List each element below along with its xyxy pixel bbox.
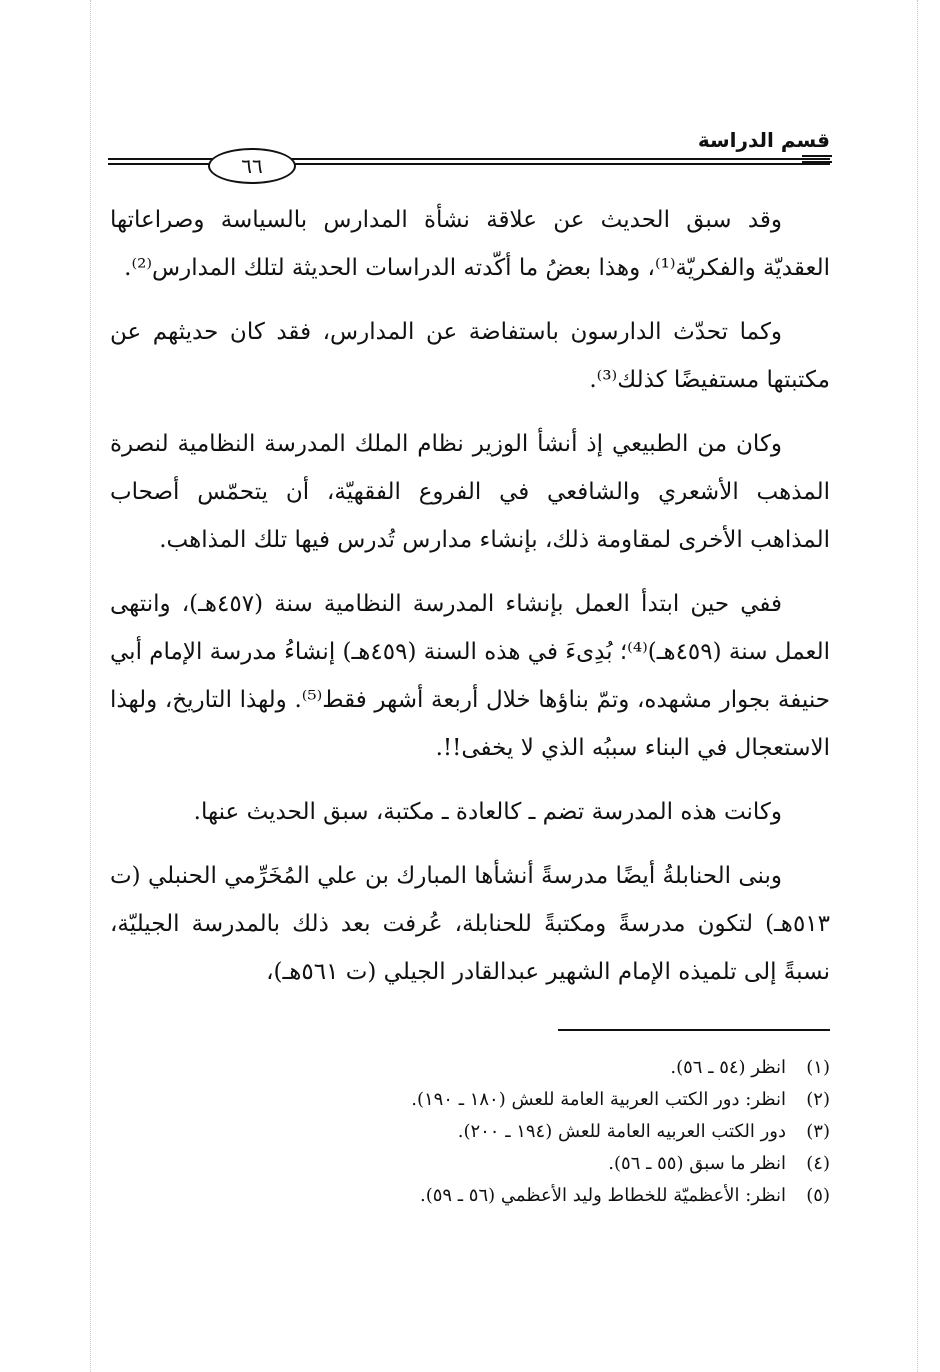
footnote xyxy=(180,1116,830,1148)
footnote xyxy=(180,1180,830,1212)
section-title: قسم الدراسة xyxy=(697,128,830,152)
footnote xyxy=(180,1052,830,1084)
footnote-text: دور الكتب العربيه العامة للعش (١٩٤ ـ ٢٠٠). xyxy=(457,1121,786,1142)
footnote xyxy=(180,1148,830,1180)
footnote-number: (٥) xyxy=(806,1185,830,1206)
scan-edge-left xyxy=(90,0,91,1372)
page-header xyxy=(108,128,830,188)
main-text xyxy=(110,196,830,1012)
footnote xyxy=(180,1084,830,1116)
paragraph: ففي حين ابتدأ العمل بإنشاء المدرسة النظامية سنة (٤٥٧هـ)، وانتهى العمل سنة (٤٥٩هـ)⁽⁴⁾؛ بُدِىءَ في هذه السنة (٤٥٩هـ) إنشاءُ مدرسة الإمام أبي حنيفة بجوار مشهده، وتمّ بناؤها خلال أربعة أشهر فقط⁽⁵⁾. ولهذا التاريخ، ولهذا الاستعجال في البناء سببُه الذي لا يخفى!!. xyxy=(110,591,830,761)
footnotes xyxy=(180,1052,830,1212)
paragraph: وكانت هذه المدرسة تضم ـ كالعادة ـ مكتبة، سبق الحديث عنها. xyxy=(193,799,782,825)
footnote-number: (١) xyxy=(806,1057,830,1078)
page-number: ٦٦ xyxy=(208,148,296,184)
footnote-number: (٢) xyxy=(806,1089,830,1110)
footnote-number: (٤) xyxy=(806,1153,830,1174)
footnote-separator xyxy=(558,1029,830,1031)
footnote-number: (٣) xyxy=(806,1121,830,1142)
paragraph: وكان من الطبيعي إذ أنشأ الوزير نظام الملك المدرسة النظامية لنصرة المذهب الأشعري والشافعي في الفروع الفقهيّة، أن يتحمّس أصحاب المذاهب الأخرى لمقاومة ذلك، بإنشاء مدارس تُدرس فيها تلك المذاهب. xyxy=(110,431,830,553)
footnote-text: انظر: الأعظميّة للخطاط وليد الأعظمي (٥٦ ـ ٥٩). xyxy=(419,1185,786,1206)
footnote-text: انظر: دور الكتب العربية العامة للعش (١٨٠ ـ ١٩٠). xyxy=(411,1089,786,1110)
footnote-text: انظر (٥٤ ـ ٥٦). xyxy=(670,1057,786,1078)
scan-edge-right xyxy=(917,0,918,1372)
header-bars-ornament xyxy=(802,155,832,167)
paragraph: وبنى الحنابلةُ أيضًا مدرسةً أنشأها المبارك بن علي المُخَرِّمي الحنبلي (ت ٥١٣هـ) لتكون مدرسةً ومكتبةً للحنابلة، عُرفت بعد ذلك بالمدرسة الجيليّة، نسبةً إلى تلميذه الإمام الشهير عبدالقادر الجيلي (ت ٥٦١هـ)، xyxy=(110,863,830,985)
paragraph: وقد سبق الحديث عن علاقة نشأة المدارس بالسياسة وصراعاتها العقديّة والفكريّة⁽¹⁾، وهذا بعضُ ما أكّدته الدراسات الحديثة لتلك المدارس⁽²⁾. xyxy=(110,207,830,281)
paragraph: وكما تحدّث الدارسون باستفاضة عن المدارس، فقد كان حديثهم عن مكتبتها مستفيضًا كذلك⁽³⁾. xyxy=(110,319,830,393)
footnote-text: انظر ما سبق (٥٥ ـ ٥٦). xyxy=(608,1153,786,1174)
